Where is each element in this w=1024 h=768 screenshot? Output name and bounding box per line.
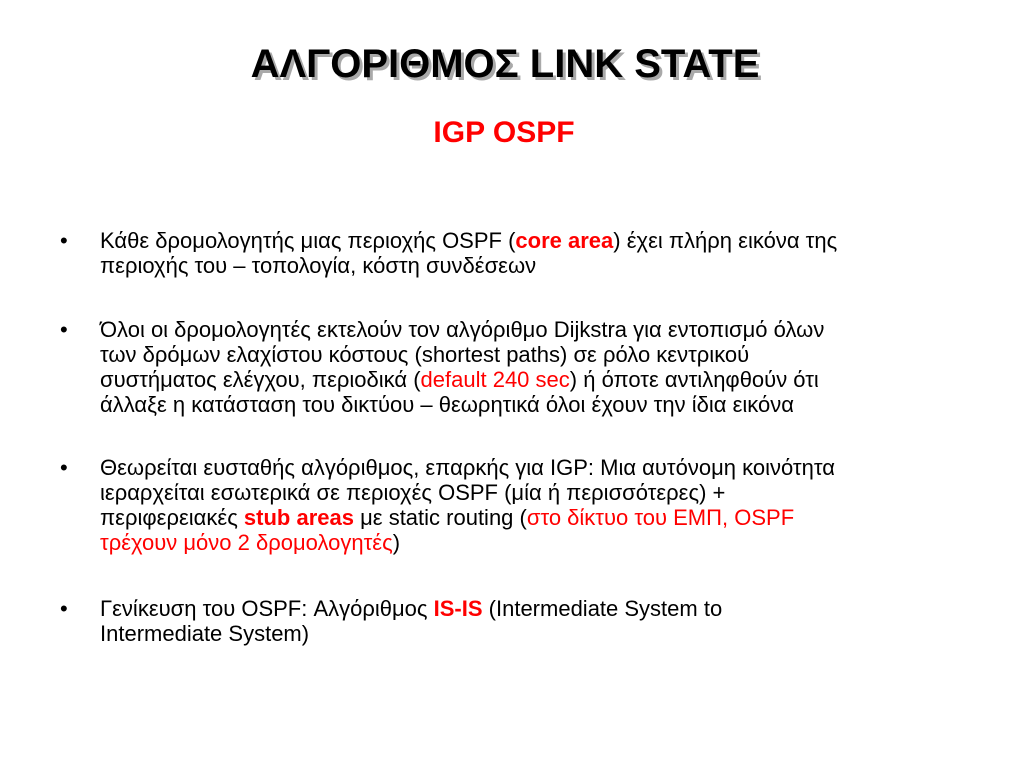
text-segment: Κάθε δρομολογητής μιας περιοχής OSPF (: [100, 228, 516, 253]
text-segment: με static routing (: [353, 505, 527, 530]
bullet-line: [100, 596, 1000, 621]
highlight-stub-areas: stub areas: [243, 505, 354, 530]
highlight-is-is: IS-IS: [433, 596, 483, 621]
text-segment: Θεωρείται ευσταθής αλγόριθμος, επαρκής για IGP: Μια αυτόνομη κοινότητα: [100, 455, 835, 480]
bullet-line: [100, 253, 1000, 278]
bullet-text: [100, 317, 1000, 417]
bullet-text: [100, 596, 1000, 646]
text-segment: ) ή όποτε αντιληφθούν ότι: [569, 367, 819, 392]
bullet-text: [100, 228, 1000, 278]
highlight-emp-note: τρέχουν μόνο 2 δρομολογητές: [100, 530, 393, 555]
bullet-line: [100, 480, 1000, 505]
bullet-line: [100, 317, 1000, 342]
bullet-line: [100, 621, 1000, 646]
highlight-default-period: default 240 sec: [420, 367, 570, 392]
bullet-mark: •: [60, 317, 68, 342]
text-segment: (Intermediate System to: [482, 596, 723, 621]
slide-title: ΑΛΓΟΡΙΘΜΟΣ LINK STATE: [250, 42, 760, 86]
bullet-line: [100, 392, 1000, 417]
bullet-mark: •: [60, 228, 68, 253]
text-segment: των δρόμων ελαχίστου κόστους (shortest paths) σε ρόλο κεντρικού: [100, 342, 750, 367]
text-segment: Όλοι οι δρομολογητές εκτελούν τον αλγόριθμο Dijkstra για εντοπισμό όλων: [100, 317, 825, 342]
bullet-line: [100, 505, 1000, 530]
text-segment: Intermediate System): [100, 621, 310, 646]
bullet-line: [100, 367, 1000, 392]
text-segment: ): [392, 530, 401, 555]
highlight-core-area: core area: [515, 228, 614, 253]
text-segment: ) έχει πλήρη εικόνα της: [613, 228, 838, 253]
text-segment: περιφερειακές: [100, 505, 244, 530]
bullet-text: [100, 455, 1000, 555]
bullet-line: [100, 342, 1000, 367]
bullet-mark: •: [60, 596, 68, 621]
bullet-line: [100, 455, 1000, 480]
text-segment: περιοχής του – τοπολογία, κόστη συνδέσεων: [100, 253, 537, 278]
bullet-line: [100, 228, 1000, 253]
slide-subtitle: IGP OSPF: [433, 116, 575, 149]
text-segment: άλλαξε η κατάσταση του δικτύου – θεωρητικά όλοι έχουν την ίδια εικόνα: [100, 392, 794, 417]
highlight-emp-note: στο δίκτυο του ΕΜΠ, OSPF: [526, 505, 795, 530]
bullet-line: [100, 530, 1000, 555]
text-segment: Γενίκευση του OSPF: Αλγόριθμος: [100, 596, 434, 621]
text-segment: ιεραρχείται εσωτερικά σε περιοχές OSPF (μία ή περισσότερες) +: [100, 480, 726, 505]
text-segment: συστήματος ελέγχου, περιοδικά (: [100, 367, 421, 392]
bullet-mark: •: [60, 455, 68, 480]
